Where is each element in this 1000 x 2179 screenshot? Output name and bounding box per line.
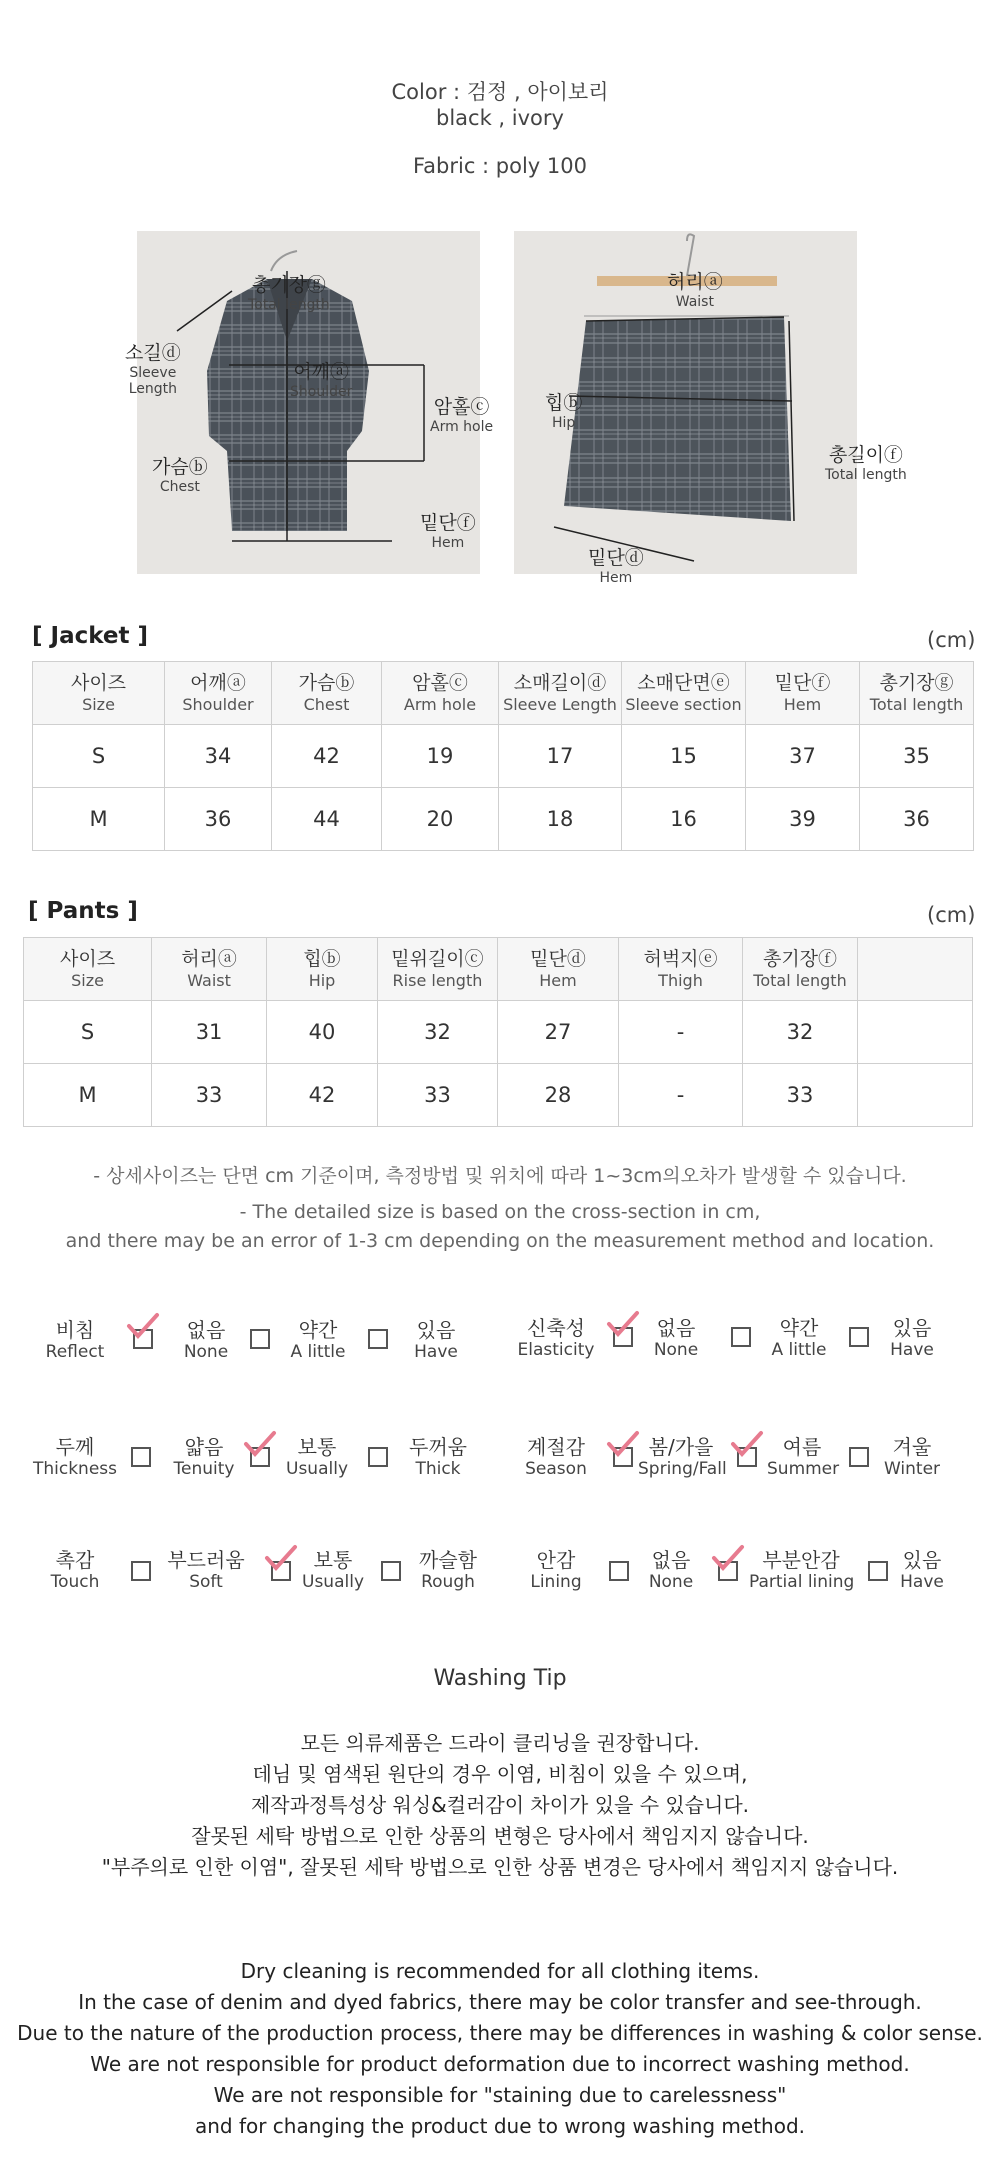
option-thickness-thick: 두꺼움 Thick (409, 1435, 467, 1479)
option-lining-none: 없음 None (648, 1548, 694, 1592)
fabric-line: Fabric : poly 100 (413, 154, 587, 178)
option-touch-rough: 까슬함 Rough (419, 1548, 477, 1592)
table-cell (857, 1001, 972, 1064)
washing-tip-title: Washing Tip (433, 1666, 567, 1691)
washing-line: In the case of denim and dyed fabrics, there may be color transfer and see-through. (78, 1990, 922, 2014)
check-mark-icon (730, 1430, 764, 1458)
size-note-ko: - 상세사이즈는 단면 cm 기준이며, 측정방법 및 위치에 따라 1~3cm의오차가 발생할 수 있습니다. (93, 1165, 907, 1187)
table-header-row (33, 662, 974, 725)
label-jacket-chest: 가슴ⓑ Chest (152, 456, 208, 495)
table-cell: - (618, 1001, 742, 1064)
label-jacket-sleeve: 소길ⓓ Sleeve Length (125, 342, 181, 397)
attr-elasticity-label: 신축성 Elasticity (517, 1316, 595, 1360)
table-cell: 36 (165, 788, 272, 851)
pants-unit: (cm) (927, 903, 976, 927)
table-cell: 40 (267, 1001, 378, 1064)
pants-title: [ Pants ] (28, 898, 138, 924)
option-season-spring-fall: 봄/가을 Spring/Fall (638, 1435, 727, 1479)
header-cell: 어깨ⓐ Shoulder (165, 662, 272, 725)
checkbox-elasticity-have[interactable] (849, 1327, 869, 1347)
attr-touch-label: 촉감 Touch (50, 1548, 100, 1592)
washing-line: 데님 및 염색된 원단의 경우 이염, 비침이 있을 수 있으며, (252, 1762, 748, 1786)
table-cell: 34 (165, 725, 272, 788)
table-row (24, 1001, 973, 1064)
option-elasticity-none: 없음 None (653, 1316, 699, 1360)
table-cell: - (618, 1064, 742, 1127)
table-cell: 35 (860, 725, 974, 788)
table-cell: 37 (746, 725, 860, 788)
header-cell: 사이즈 Size (33, 662, 165, 725)
header-cell: 허벅지ⓔ Thigh (618, 938, 742, 1001)
table-cell: 16 (622, 788, 746, 851)
size-note-en-1: - The detailed size is based on the cross-section in cm, (239, 1201, 761, 1223)
header-cell: 밑단ⓕ Hem (746, 662, 860, 725)
washing-tip-en (0, 1956, 1000, 2142)
table-cell: 18 (499, 788, 622, 851)
option-lining-have: 있음 Have (900, 1548, 944, 1592)
label-jacket-hem: 밑단ⓕ Hem (420, 512, 476, 551)
checkbox-season-winter[interactable] (849, 1447, 869, 1467)
checkbox-reflect-have[interactable] (368, 1329, 388, 1349)
label-pants-waist: 허리ⓐ Waist (667, 271, 723, 310)
option-season-winter: 겨울 Winter (883, 1435, 941, 1479)
washing-line: 모든 의류제품은 드라이 클리닝을 권장합니다. (300, 1731, 700, 1755)
check-mark-icon (243, 1430, 277, 1458)
label-pants-hip: 힙ⓑ Hip (545, 392, 583, 431)
jacket-title: [ Jacket ] (32, 623, 149, 649)
table-cell: S (33, 725, 165, 788)
option-reflect-a-little: 약간 A little (290, 1318, 346, 1362)
table-cell: 15 (622, 725, 746, 788)
washing-line: and for changing the product due to wrong washing method. (194, 2114, 806, 2138)
color-line-en: black , ivory (436, 106, 564, 130)
header-cell: 힙ⓑ Hip (267, 938, 378, 1001)
table-cell: 28 (497, 1064, 618, 1127)
table-cell: 31 (152, 1001, 267, 1064)
attr-lining-label: 안감 Lining (530, 1548, 582, 1592)
header-cell: 가슴ⓑ Chest (272, 662, 382, 725)
label-pants-total: 총길이ⓕ Total length (825, 444, 907, 483)
checkbox-lining-none[interactable] (609, 1561, 629, 1581)
table-row (33, 788, 974, 851)
table-cell: 33 (152, 1064, 267, 1127)
checkbox-lining-have[interactable] (868, 1561, 888, 1581)
header-cell: 총기장ⓕ Total length (743, 938, 858, 1001)
size-note-en-2: and there may be an error of 1-3 cm depending on the measurement method and location. (65, 1230, 935, 1252)
table-cell: 33 (743, 1064, 858, 1127)
table-cell (857, 1064, 972, 1127)
pants-size-table (23, 937, 973, 1127)
jacket-unit: (cm) (927, 628, 976, 652)
header-cell: 사이즈 Size (24, 938, 152, 1001)
checkbox-thickness-thick[interactable] (368, 1447, 388, 1467)
option-lining-partial: 부분안감 Partial lining (749, 1548, 855, 1592)
washing-line: 제작과정특성상 워싱&컬러감이 차이가 있을 수 있습니다. (250, 1793, 750, 1817)
header-cell (857, 938, 972, 1001)
table-cell: 32 (743, 1001, 858, 1064)
option-reflect-none: 없음 None (183, 1318, 229, 1362)
table-cell: 39 (746, 788, 860, 851)
table-cell: 33 (377, 1064, 497, 1127)
checkbox-touch-soft[interactable] (131, 1561, 151, 1581)
label-jacket-shoulder: 어깨ⓐ Shoulder (290, 361, 353, 400)
label-pants-hem: 밑단ⓓ Hem (588, 547, 644, 586)
header-cell: 밑단ⓓ Hem (497, 938, 618, 1001)
check-mark-icon (264, 1544, 298, 1572)
checkbox-thickness-tenuity[interactable] (131, 1447, 151, 1467)
attr-reflect-label: 비침 Reflect (45, 1318, 105, 1362)
table-cell: 36 (860, 788, 974, 851)
attr-season-label: 계절감 Season (525, 1435, 587, 1479)
option-thickness-tenuity: 얇음 Tenuity (173, 1435, 235, 1479)
checkbox-touch-rough[interactable] (381, 1561, 401, 1581)
header-cell: 소매단면ⓔ Sleeve section (622, 662, 746, 725)
jacket-size-table (32, 661, 974, 851)
option-elasticity-have: 있음 Have (890, 1316, 934, 1360)
washing-line: We are not responsible for "staining due to carelessness" (213, 2083, 787, 2107)
option-reflect-have: 있음 Have (414, 1318, 458, 1362)
header-cell: 허리ⓐ Waist (152, 938, 267, 1001)
option-touch-usually: 보통 Usually (302, 1548, 364, 1592)
check-mark-icon (126, 1312, 160, 1340)
option-elasticity-a-little: 약간 A little (771, 1316, 827, 1360)
table-cell: 42 (267, 1064, 378, 1127)
checkbox-elasticity-a-little[interactable] (731, 1327, 751, 1347)
header-cell: 밑위길이ⓒ Rise length (377, 938, 497, 1001)
table-cell: 42 (272, 725, 382, 788)
option-touch-soft: 부드러움 Soft (167, 1548, 245, 1592)
washing-line: Due to the nature of the production process, there may be differences in washing & color sense. (17, 2021, 983, 2045)
washing-line: Dry cleaning is recommended for all clothing items. (240, 1959, 760, 1983)
label-jacket-armhole: 암홀ⓒ Arm hole (430, 396, 494, 435)
table-cell: 27 (497, 1001, 618, 1064)
washing-line: 잘못된 세탁 방법으로 인한 상품의 변형은 당사에서 책임지지 않습니다. (191, 1824, 809, 1848)
washing-line: "부주의로 인한 이염", 잘못된 세탁 방법으로 인한 상품 변경은 당사에서 책임지지 않습니다. (101, 1855, 899, 1879)
header-cell: 암홀ⓒ Arm hole (382, 662, 499, 725)
table-row (24, 1064, 973, 1127)
check-mark-icon (606, 1430, 640, 1458)
header-cell: 총기장ⓖ Total length (860, 662, 974, 725)
table-cell: S (24, 1001, 152, 1064)
table-cell: 19 (382, 725, 499, 788)
table-cell: 44 (272, 788, 382, 851)
label-jacket-total: 총기장ⓖ Total length (248, 274, 330, 313)
table-row (33, 725, 974, 788)
table-cell: 20 (382, 788, 499, 851)
table-header-row (24, 938, 973, 1001)
attr-thickness-label: 두께 Thickness (32, 1435, 118, 1479)
header-cell: 소매길이ⓓ Sleeve Length (499, 662, 622, 725)
table-cell: M (24, 1064, 152, 1127)
washing-tip-ko (0, 1728, 1000, 1883)
table-cell: M (33, 788, 165, 851)
option-season-summer: 여름 Summer (767, 1435, 840, 1479)
option-thickness-usually: 보통 Usually (286, 1435, 348, 1479)
checkbox-reflect-a-little[interactable] (250, 1329, 270, 1349)
washing-line: We are not responsible for product deformation due to incorrect washing method. (90, 2052, 910, 2076)
check-mark-icon (606, 1310, 640, 1338)
check-mark-icon (711, 1544, 745, 1572)
table-cell: 32 (377, 1001, 497, 1064)
table-cell: 17 (499, 725, 622, 788)
color-line: Color : 검정 , 아이보리 (391, 80, 609, 104)
